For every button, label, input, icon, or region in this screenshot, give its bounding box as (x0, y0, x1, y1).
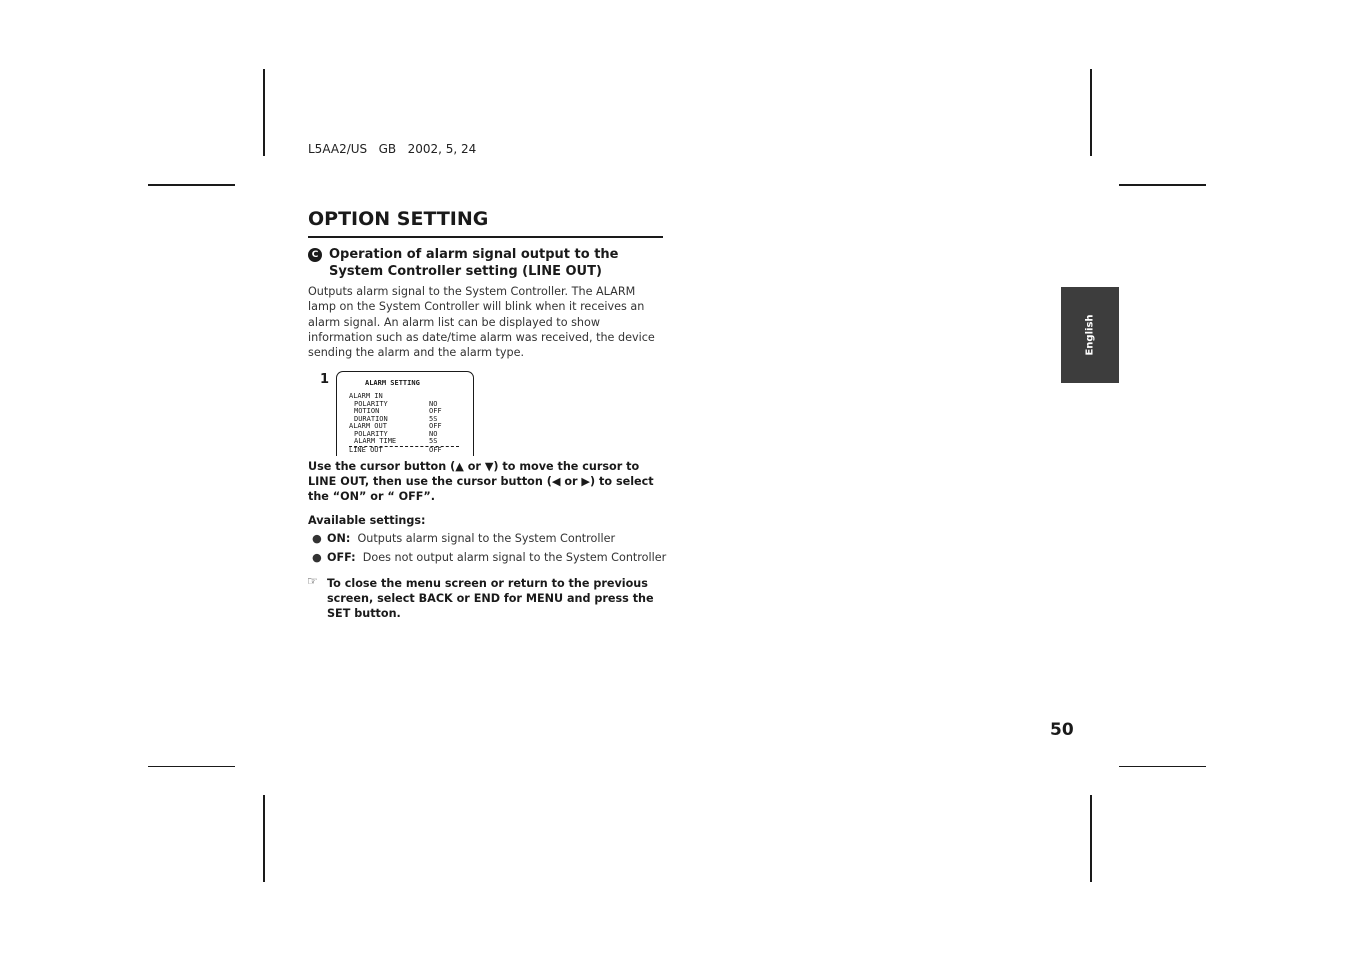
available-settings-heading: Available settings: (308, 514, 426, 527)
section-heading: Operation of alarm signal output to the System Controller setting (LINE OUT) (329, 247, 619, 279)
bullet-icon: ● (312, 532, 322, 545)
language-tab (1061, 287, 1119, 383)
option-off: ● OFF: Does not output alarm signal to the System Controller (312, 551, 667, 564)
screen-line-selected: LINE OUT OFF (349, 446, 459, 455)
screen-line: POLARITY NO (354, 399, 438, 408)
screen-menu-list (349, 393, 459, 454)
screen-line: DURATION 5S (354, 414, 438, 423)
instruction-text: Use the cursor button (▲ or ▼) to move the cursor to LINE OUT, then use the cursor button (◀ or ▶) to select the “ON” or “ OFF”. (308, 460, 654, 503)
crop-mark (263, 795, 265, 882)
crop-mark (1090, 795, 1092, 882)
language-tab-label: English (1084, 314, 1096, 356)
section-c-icon: C (308, 248, 322, 262)
title-underline (308, 236, 663, 238)
screen-title: ALARM SETTING (365, 379, 420, 387)
option-on: ● ON: Outputs alarm signal to the System Controller (312, 532, 616, 545)
screen-line: ALARM IN (349, 392, 383, 400)
section-body: Outputs alarm signal to the System Controller. The ALARM lamp on the System Controller will blink when it receives an alarm signal. An alarm list can be displayed to show information such as date/time alarm was received, the device sending the alarm and the alarm type. (308, 285, 655, 360)
screen-line: ALARM TIME 5S (354, 437, 438, 445)
pointing-hand-icon: ☞ (307, 574, 318, 588)
screen-line: POLARITY NO (354, 429, 438, 438)
crop-mark (148, 184, 235, 186)
document-code: L5AA2/US GB 2002, 5, 24 (308, 142, 477, 156)
crop-mark (148, 766, 235, 767)
crop-mark (263, 69, 265, 156)
screen-line: ALARM OUT OFF (349, 422, 442, 430)
note-text: To close the menu screen or return to the previous screen, select BACK or END for MENU and press the SET button. (327, 577, 654, 620)
page-title: OPTION SETTING (308, 208, 489, 230)
crop-mark (1090, 69, 1092, 156)
bullet-icon: ● (312, 551, 322, 564)
crop-mark (1119, 766, 1206, 767)
step-number: 1 (320, 372, 330, 387)
menu-screen-illustration (336, 371, 474, 456)
screen-line: MOTION OFF (354, 407, 442, 415)
crop-mark (1119, 184, 1206, 186)
page-number: 50 (1050, 720, 1074, 740)
